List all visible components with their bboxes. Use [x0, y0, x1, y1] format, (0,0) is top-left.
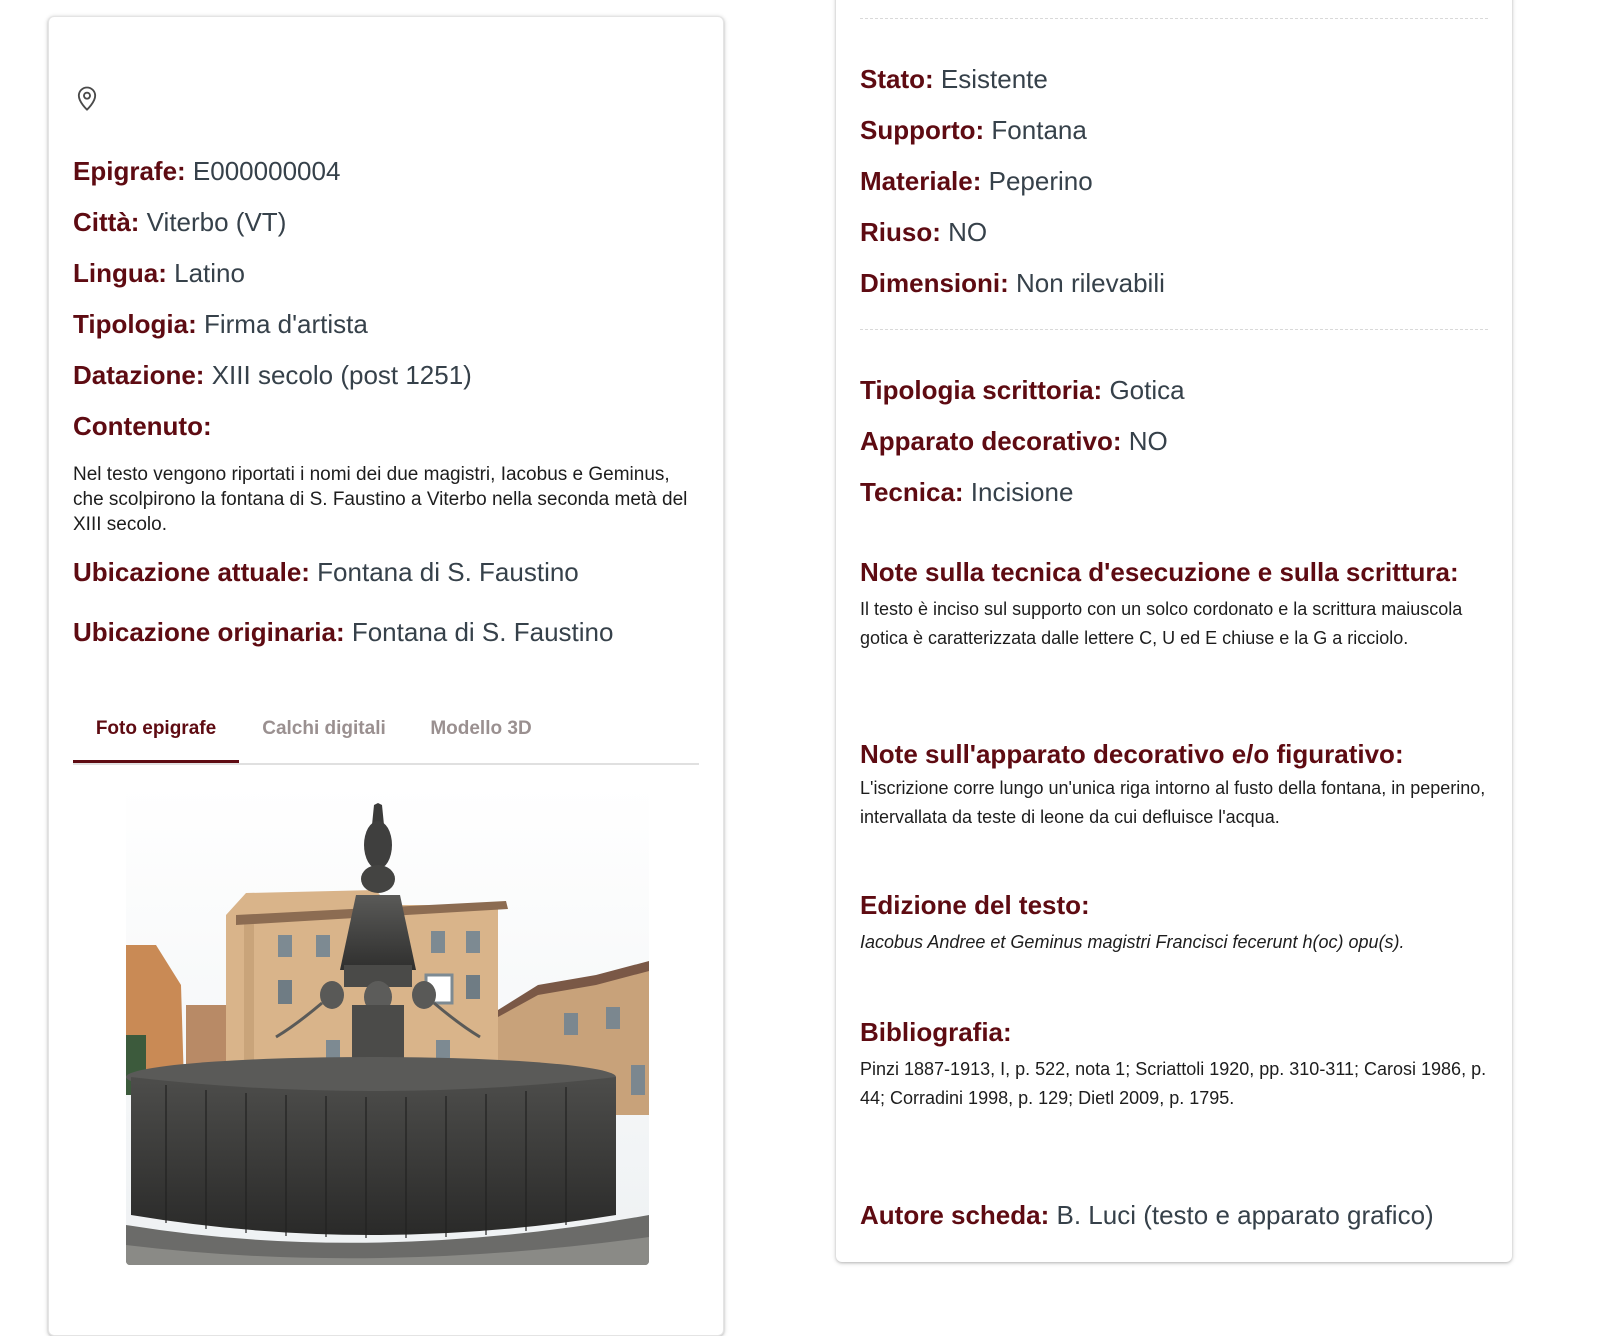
field-label: Supporto: [860, 115, 985, 145]
field-stato [860, 62, 1488, 96]
field-lingua [73, 256, 699, 290]
divider [860, 329, 1488, 330]
field-label: Dimensioni: [860, 268, 1009, 298]
field-label: Riuso: [860, 217, 941, 247]
field-citta [73, 205, 699, 239]
field-tecnica [860, 475, 1488, 509]
field-value: XIII secolo (post 1251) [211, 360, 472, 390]
field-label: Materiale: [860, 166, 982, 196]
field-label: Edizione del testo: [860, 890, 1090, 920]
field-materiale [860, 164, 1488, 198]
field-label: Datazione: [73, 360, 205, 390]
field-label: Ubicazione attuale: [73, 557, 310, 587]
field-value: Incisione [970, 477, 1074, 507]
field-ubicazione-originaria [73, 615, 699, 649]
field-value: Esistente [940, 64, 1048, 94]
field-value: Gotica [1109, 375, 1185, 405]
field-value: Viterbo (VT) [146, 207, 287, 237]
heading-note-apparato [860, 737, 1488, 771]
media-tabs [73, 703, 699, 765]
field-value: Peperino [988, 166, 1093, 196]
edizione-text: Iacobus Andree et Geminus magistri Francisci fecerunt h(oc) opu(s). [860, 932, 1405, 952]
epigraph-photo [126, 785, 649, 1265]
field-label: Contenuto: [73, 411, 212, 441]
field-value: NO [1128, 426, 1168, 456]
field-value: NO [948, 217, 988, 247]
heading-edizione [860, 888, 1488, 922]
field-label: Città: [73, 207, 140, 237]
field-ubicazione-attuale [73, 555, 699, 589]
field-contenuto [73, 409, 699, 443]
field-value: Firma d'artista [203, 309, 368, 339]
field-value: Fontana di S. Faustino [351, 617, 614, 647]
field-apparato-decorativo [860, 424, 1488, 458]
bibliografia-text: Pinzi 1887-1913, I, p. 522, nota 1; Scriattoli 1920, pp. 310-311; Carosi 1986, p. 44; Corradini 1998, p. 129; Dietl 2009, p. 1795. [860, 1059, 1487, 1108]
heading-note-tecnica [860, 555, 1488, 589]
field-autore-scheda [860, 1198, 1488, 1232]
field-label: Note sulla tecnica d'esecuzione e sulla scrittura: [860, 557, 1459, 587]
field-value: E000000004 [192, 156, 341, 186]
field-label: Autore scheda: [860, 1200, 1050, 1230]
field-riuso [860, 215, 1488, 249]
field-label: Apparato decorativo: [860, 426, 1122, 456]
field-label: Stato: [860, 64, 934, 94]
tab-calchi-digitali[interactable]: Calchi digitali [262, 718, 386, 739]
note-tecnica-text: Il testo è inciso sul supporto con un solco cordonato e la scrittura maiuscola gotica è caratterizzata dalle lettere C, U ed E chiuse e la G a ricciolo. [860, 599, 1463, 648]
epigraph-details-card [836, 0, 1512, 1262]
field-label: Tipologia scrittoria: [860, 375, 1103, 405]
field-label: Note sull'apparato decorativo e/o figurativo: [860, 739, 1404, 769]
field-value: Non rilevabili [1016, 268, 1165, 298]
field-dimensioni [860, 266, 1488, 300]
divider [860, 18, 1488, 19]
heading-bibliografia [860, 1015, 1488, 1049]
field-label: Epigrafe: [73, 156, 186, 186]
field-epigrafe [73, 154, 699, 188]
field-label: Bibliografia: [860, 1017, 1012, 1047]
field-datazione [73, 358, 699, 392]
field-value: Latino [174, 258, 245, 288]
tab-modello-3d[interactable]: Modello 3D [430, 718, 532, 739]
field-value: Fontana di S. Faustino [317, 557, 579, 587]
field-label: Tecnica: [860, 477, 964, 507]
epigraph-info-card [48, 16, 724, 1336]
field-tipologia-scrittoria [860, 373, 1488, 407]
field-supporto [860, 113, 1488, 147]
map-pin-icon[interactable] [73, 83, 101, 113]
note-apparato-text: L'iscrizione corre lungo un'unica riga intorno al fusto della fontana, in peperino, intervallata da teste di leone da cui defluisce l'acqua. [860, 778, 1486, 827]
field-value: B. Luci (testo e apparato grafico) [1056, 1200, 1434, 1230]
field-label: Tipologia: [73, 309, 197, 339]
field-tipologia [73, 307, 699, 341]
tab-foto-epigrafe[interactable]: Foto epigrafe [73, 703, 239, 763]
field-label: Lingua: [73, 258, 167, 288]
field-label: Ubicazione originaria: [73, 617, 345, 647]
contenuto-text: Nel testo vengono riportati i nomi dei due magistri, Iacobus e Geminus, che scolpirono la fontana di S. Faustino a Viterbo nella seconda metà del XIII secolo. [73, 464, 688, 535]
field-value: Fontana [991, 115, 1087, 145]
